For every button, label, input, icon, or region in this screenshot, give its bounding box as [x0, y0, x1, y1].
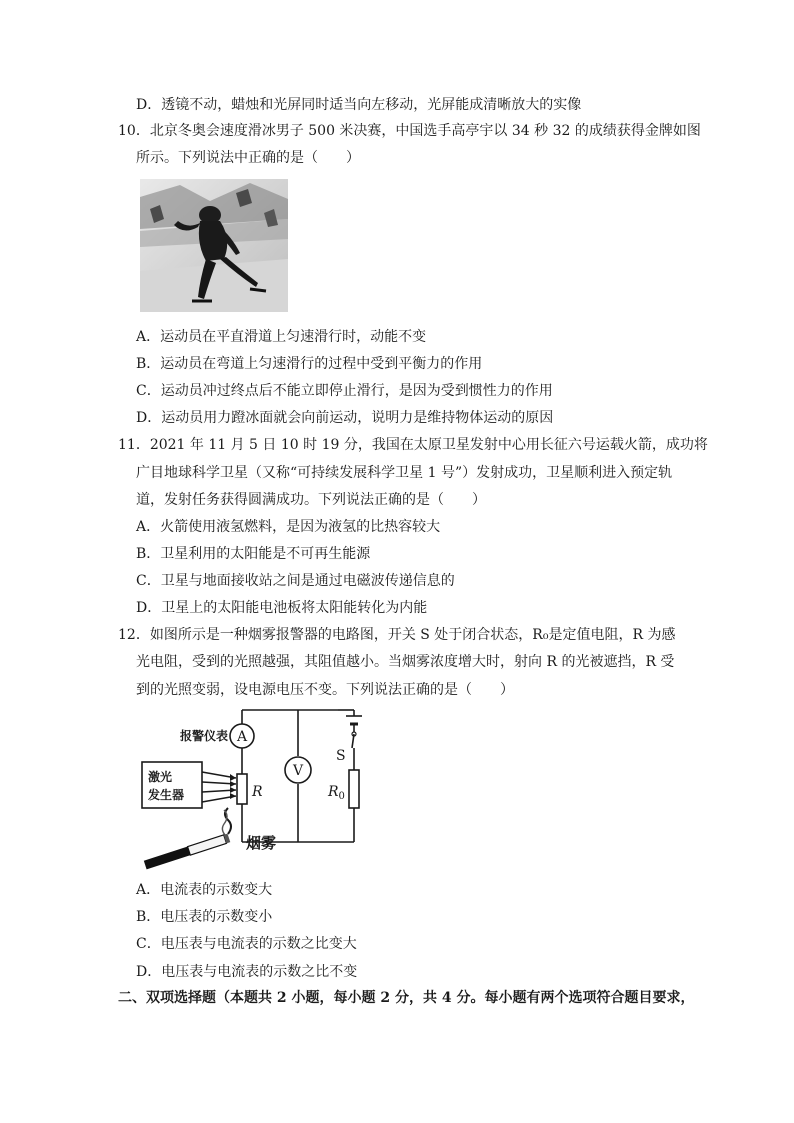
smoke-alarm-circuit-diagram — [138, 704, 368, 872]
q12-stem-line3: 到的光照变弱，设电源电压不变。下列说法正确的是（ ） — [136, 682, 514, 698]
ammeter-label: A — [236, 729, 248, 745]
q11-option-c: C．卫星与地面接收站之间是通过电磁波传递信息的 — [136, 573, 455, 589]
q12-option-d: D．电压表与电流表的示数之比不变 — [136, 964, 358, 980]
q10-stem-line1: 10．北京冬奥会速度滑冰男子 500 米决赛，中国选手高亭宇以 34 秒 32 的成绩获得金牌如图 — [118, 123, 701, 139]
speed-skater-photo — [140, 179, 288, 312]
q11-option-d: D．卫星上的太阳能电池板将太阳能转化为内能 — [136, 600, 428, 616]
q10-option-d: D．运动员用力蹬冰面就会向前运动，说明力是维持物体运动的原因 — [136, 410, 554, 426]
resistor-r0-label: $R_0$ — [328, 784, 345, 802]
switch-label: S — [336, 748, 346, 764]
photoresistor-label: R — [252, 784, 263, 800]
laser-label-line2: 发生器 — [148, 788, 185, 802]
q12-option-c: C．电压表与电流表的示数之比变大 — [136, 936, 357, 952]
q11-stem-line1: 11．2021 年 11 月 5 日 10 时 19 分，我国在太原卫星发射中心用长征六号运载火箭，成功将 — [118, 437, 708, 453]
q11-stem-line2: 广目地球科学卫星（又称“可持续发展科学卫星 1 号”）发射成功，卫星顺利进入预定轨 — [136, 465, 673, 481]
section2-heading: 二、双项选择题（本题共 2 小题，每小题 2 分，共 4 分。每小题有两个选项符合题目要求， — [118, 990, 695, 1006]
q10-stem-line2: 所示。下列说法中正确的是（ ） — [136, 150, 360, 166]
switch-symbol — [352, 734, 354, 748]
q12-stem-line1: 12．如图所示是一种烟雾报警器的电路图，开关 S 处于闭合状态，R₀是定值电阻，R 为感 — [118, 627, 676, 643]
q10-option-a: A．运动员在平直滑道上匀速滑行时，动能不变 — [136, 329, 427, 345]
photoresistor-r — [237, 774, 247, 804]
q12-option-a: A．电流表的示数变大 — [136, 882, 273, 898]
q9-option-d: D．透镜不动，蜡烛和光屏同时适当向左移动，光屏能成清晰放大的实像 — [136, 97, 582, 113]
q10-option-c: C．运动员冲过终点后不能立即停止滑行，是因为受到惯性力的作用 — [136, 383, 553, 399]
alarm-meter-label: 报警仪表 — [180, 729, 229, 743]
q10-option-b: B．运动员在弯道上匀速滑行的过程中受到平衡力的作用 — [136, 356, 483, 372]
cigarette-icon — [144, 834, 230, 870]
resistor-r0 — [349, 770, 359, 808]
q11-stem-line3: 道，发射任务获得圆满成功。下列说法正确的是（ ） — [136, 492, 486, 508]
laser-label-line1: 激光 — [148, 770, 173, 784]
q12-option-b: B．电压表的示数变小 — [136, 909, 273, 925]
voltmeter-label: V — [292, 763, 304, 779]
q11-option-a: A．火箭使用液氢燃料，是因为液氢的比热容较大 — [136, 519, 441, 535]
q12-stem-line2: 光电阻，受到的光照越强，其阻值越小。当烟雾浓度增大时，射向 R 的光被遮挡，R 受 — [136, 654, 675, 670]
q11-option-b: B．卫星利用的太阳能是不可再生能源 — [136, 546, 371, 562]
smoke-label: 烟雾 — [246, 834, 277, 852]
